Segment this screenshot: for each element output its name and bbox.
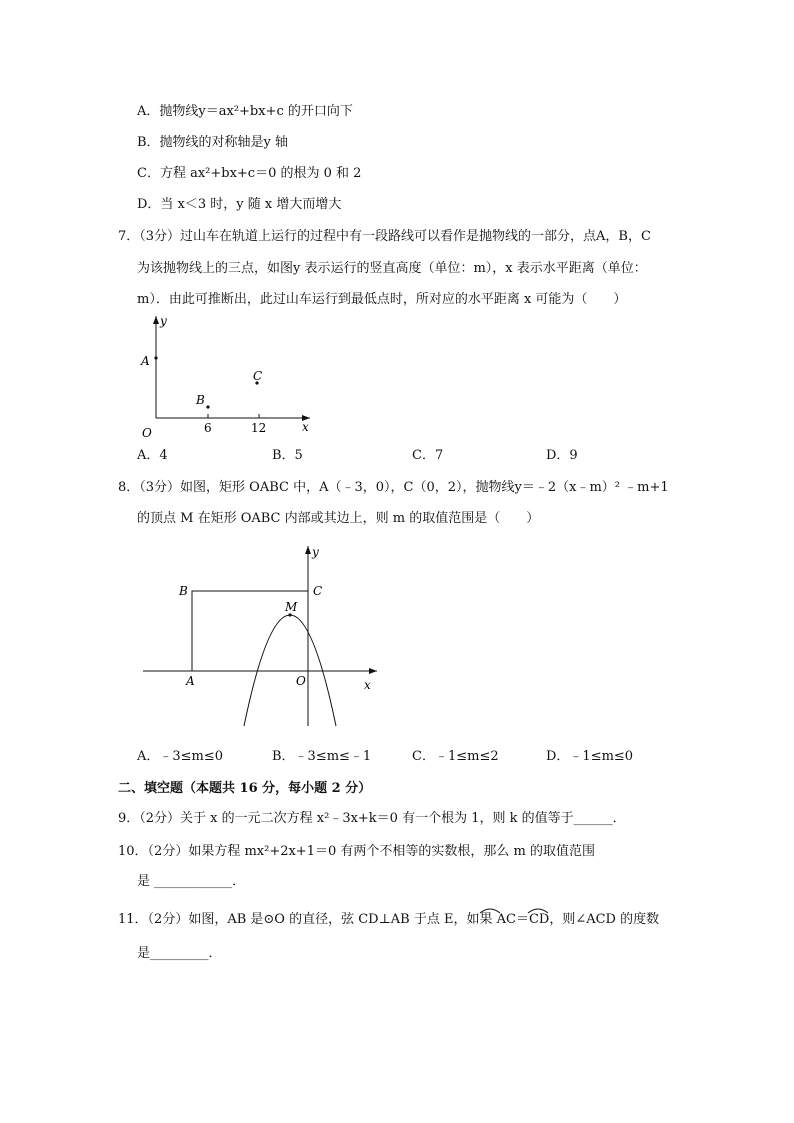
- q7-point-b-dot: [206, 405, 209, 408]
- q11-stem-line1: 11．（2分）如图，AB 是⊙O 的直径，弦 CD⊥AB 于点 E，如果 AC＝CD，则∠ACD 的度数: [118, 912, 660, 927]
- q7-origin-label: O: [142, 426, 152, 440]
- q6-option-b: B．抛物线的对称轴是y 轴: [137, 135, 289, 150]
- q7-axis-x-label: x: [302, 420, 309, 434]
- q8-point-a-label: A: [186, 674, 195, 688]
- q8-axis-y-label: y: [312, 545, 319, 559]
- q11-stem-line2: 是_________．: [137, 946, 222, 961]
- q8-option-a: A．﹣3≤m≤0: [137, 749, 224, 764]
- q7-figure: [130, 310, 330, 442]
- q10-stem-line2: 是 ____________．: [137, 874, 246, 889]
- q8-option-d: D．﹣1≤m≤0: [546, 749, 634, 764]
- q7-option-d: D．9: [546, 448, 578, 463]
- q7-point-c-label: C: [253, 369, 263, 383]
- q8-stem-line1: 8．（3分）如图，矩形 OABC 中，A（﹣3，0），C（0，2），抛物线y＝﹣2（x﹣m）² ﹣m+1: [118, 480, 669, 495]
- q7-stem-line2: 为该抛物线上的三点，如图y 表示运行的竖直高度（单位：m），x 表示水平距离（单位：: [137, 261, 647, 276]
- q8-origin-label: O: [296, 674, 306, 688]
- q7-stem-line1: 7．（3分）过山车在轨道上运行的过程中有一段路线可以看作是抛物线的一部分，点A，B，C: [118, 229, 651, 244]
- q7-stem-line3: m）．由此可推断出，此过山车运行到最低点时，所对应的水平距离 x 可能为（ ）: [137, 292, 627, 307]
- q7-option-c: C．7: [412, 448, 444, 463]
- q7-tick-6-label: 6: [204, 421, 212, 435]
- q6-option-d: D．当 x＜3 时，y 随 x 增大而增大: [137, 197, 342, 212]
- q8-option-c: C．﹣1≤m≤2: [412, 749, 499, 764]
- q11-arc-marks: [470, 903, 590, 915]
- q7-option-b: B．5: [272, 448, 303, 463]
- q7-axis-y-label: y: [160, 314, 167, 328]
- q6-option-a: A．抛物线y＝ax²+bx+c 的开口向下: [137, 104, 353, 119]
- q7-tick-12-label: 12: [251, 421, 267, 435]
- q7-point-a-dot: [154, 356, 157, 359]
- q8-point-m-label: M: [285, 600, 298, 614]
- q7-option-a: A．4: [137, 448, 168, 463]
- q8-point-c-label: C: [313, 584, 323, 598]
- q8-figure: [135, 540, 395, 740]
- q7-point-a-label: A: [141, 354, 150, 368]
- q8-option-b: B．﹣3≤m≤﹣1: [272, 749, 372, 764]
- section2-heading: 二、填空题（本题共 16 分，每小题 2 分）: [118, 781, 372, 796]
- q8-stem-line2: 的顶点 M 在矩形 OABC 内部或其边上，则 m 的取值范围是（ ）: [137, 511, 540, 526]
- q9-stem: 9．（2分）关于 x 的一元二次方程 x²﹣3x+k＝0 有一个根为 1，则 k 的值等于______．: [118, 811, 626, 826]
- q8-axis-x-label: x: [364, 678, 371, 692]
- q10-stem-line1: 10．（2分）如果方程 mx²+2x+1＝0 有两个不相等的实数根，那么 m 的取值范围: [118, 844, 595, 859]
- q6-option-c: C．方程 ax²+bx+c＝0 的根为 0 和 2: [137, 166, 362, 181]
- q8-point-b-label: B: [179, 584, 188, 598]
- q7-point-b-label: B: [196, 393, 205, 407]
